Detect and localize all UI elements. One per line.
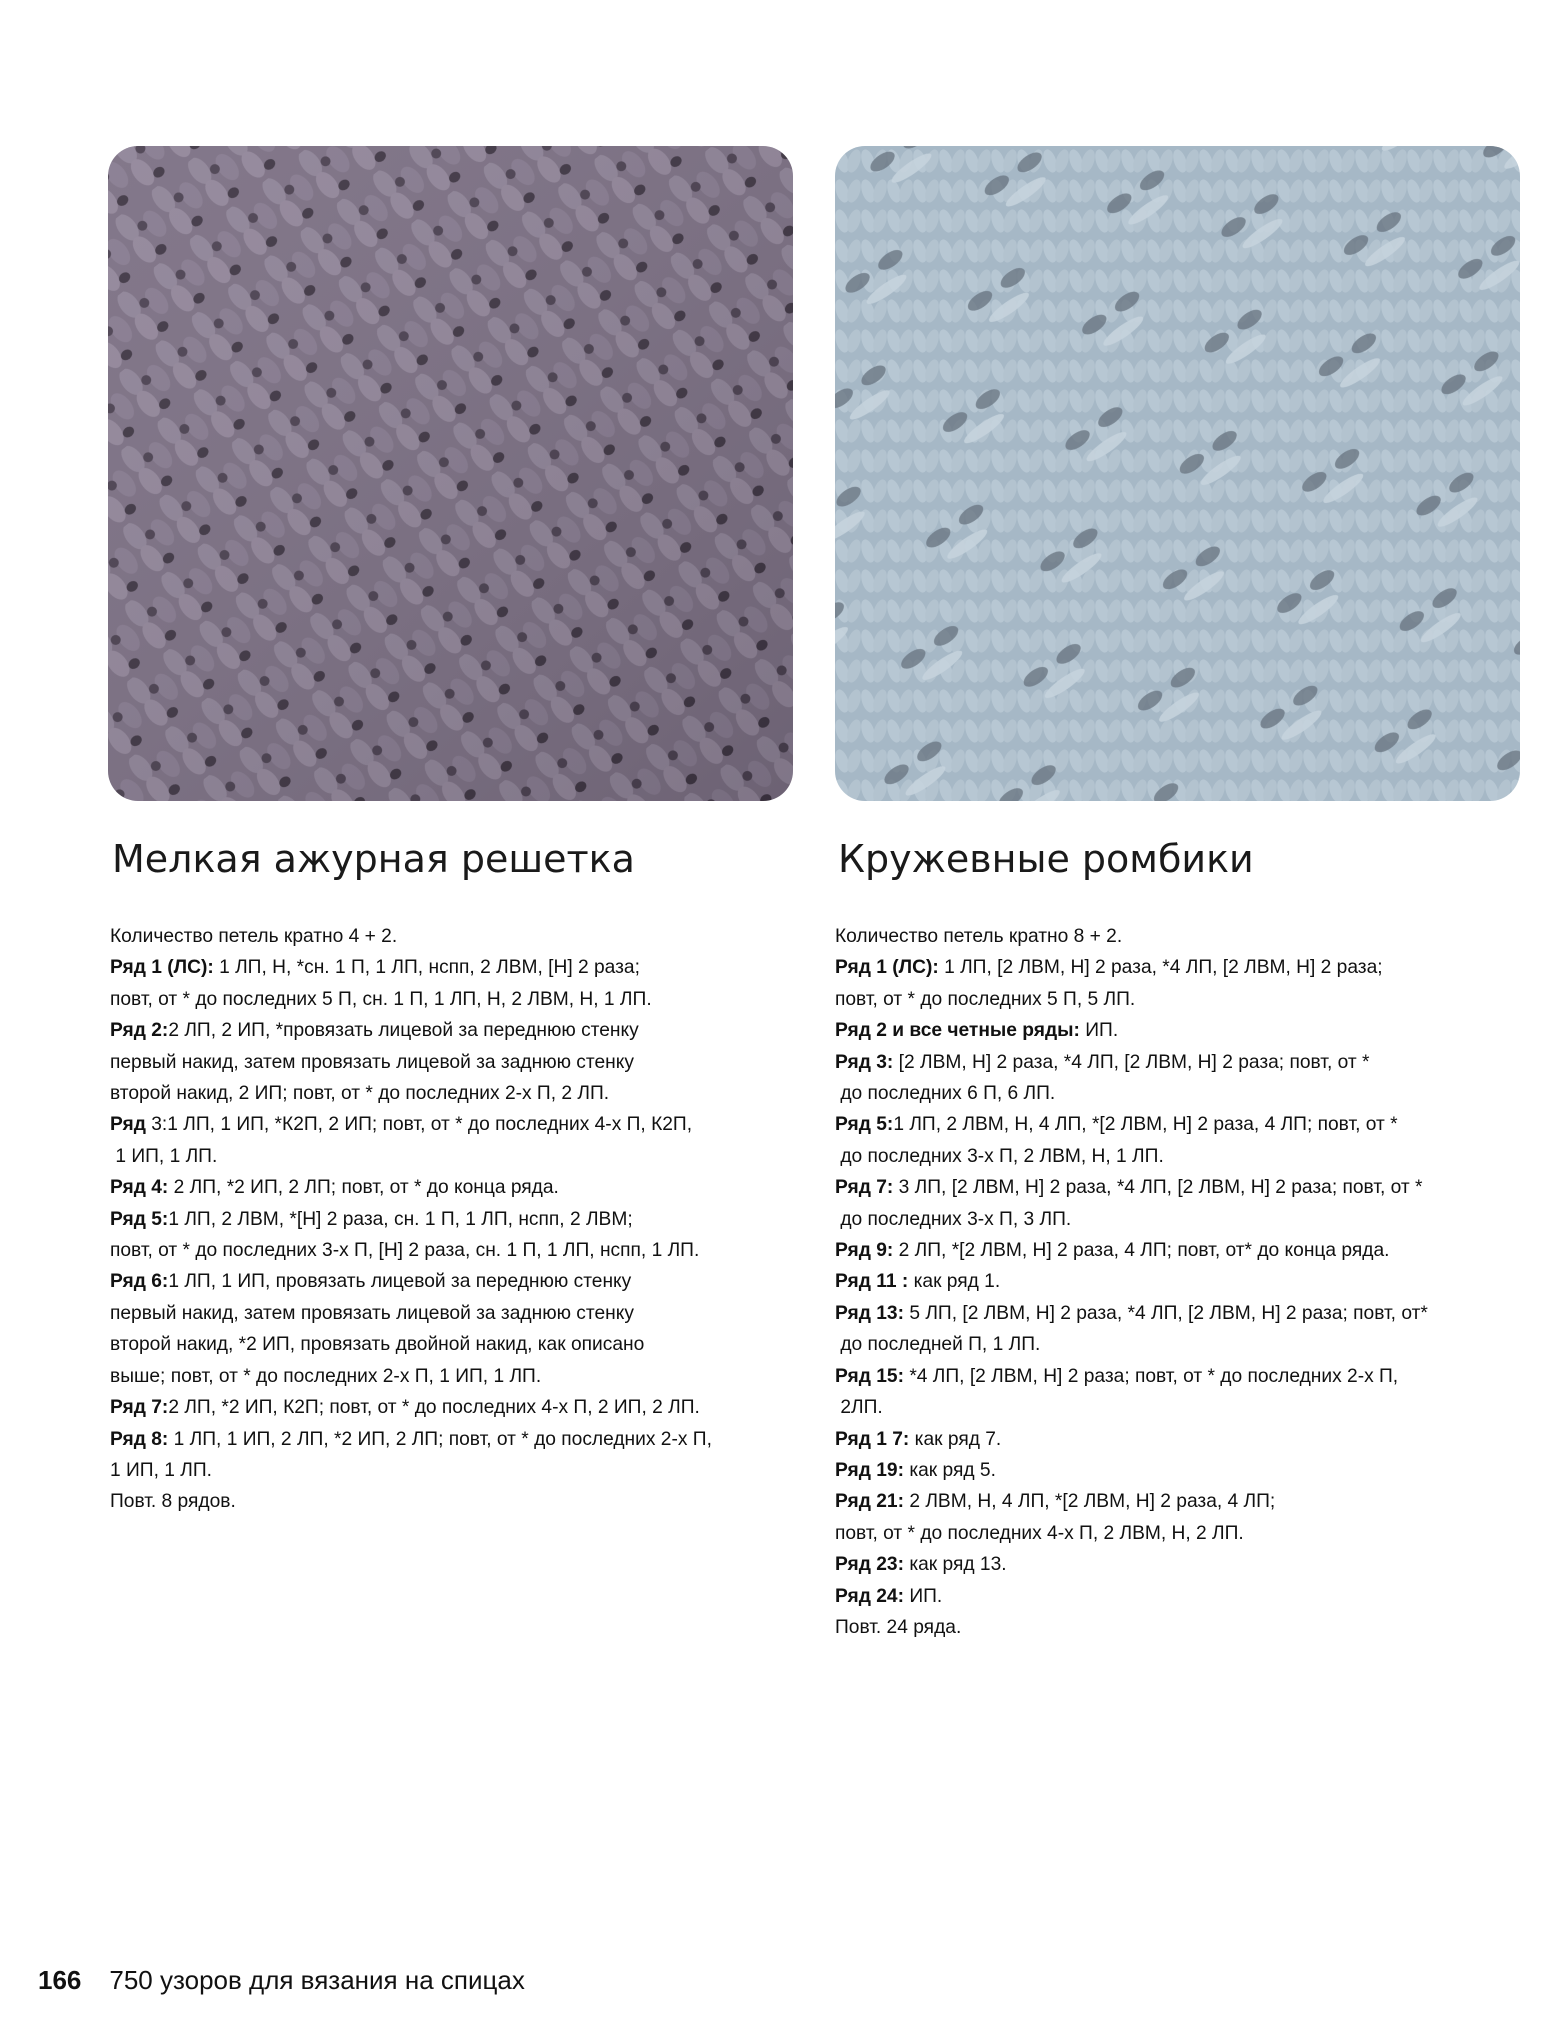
instruction-line bbox=[110, 1235, 790, 1266]
instruction-text: второй накид, *2 ИП, провязать двойной накид, как описано bbox=[110, 1334, 645, 1356]
instruction-line bbox=[835, 1518, 1515, 1549]
instruction-line bbox=[110, 1329, 790, 1360]
instruction-text: 3 ЛП, [2 ЛВМ, Н] 2 раза, *4 ЛП, [2 ЛВМ, Н] 2 раза; повт, от * bbox=[893, 1177, 1423, 1199]
instruction-text: 2 ЛП, *[2 ЛВМ, Н] 2 раза, 4 ЛП; повт, от* до конца ряда. bbox=[893, 1240, 1390, 1262]
instruction-line bbox=[835, 1015, 1515, 1046]
row-label: Ряд 11 : bbox=[835, 1271, 909, 1293]
instruction-text: 5 ЛП, [2 ЛВМ, Н] 2 раза, *4 ЛП, [2 ЛВМ, Н] 2 раза; повт, от* bbox=[903, 1302, 1428, 1324]
instruction-text: как ряд 1. bbox=[908, 1271, 1001, 1293]
instruction-text: первый накид, затем провязать лицевой за заднюю стенку bbox=[110, 1302, 634, 1324]
instruction-text: 1 ЛП, 1 ИП, провязать лицевой за переднюю стенку bbox=[168, 1271, 632, 1293]
instruction-text: повт, от * до последних 3-х П, [Н] 2 раза, сн. 1 П, 1 ЛП, нспп, 1 ЛП. bbox=[110, 1240, 700, 1262]
instruction-line bbox=[110, 1015, 790, 1046]
instruction-text: первый накид, затем провязать лицевой за заднюю стенку bbox=[110, 1051, 634, 1073]
instruction-text: 2 ЛП, *2 ИП, 2 ЛП; повт, от * до конца ряда. bbox=[168, 1177, 559, 1199]
row-label: Ряд 7: bbox=[835, 1177, 894, 1199]
instruction-text: 1 ЛП, 2 ЛВМ, *[Н] 2 раза, сн. 1 П, 1 ЛП, нспп, 2 ЛВМ; bbox=[168, 1208, 633, 1230]
pattern-title-left: Мелкая ажурная решетка bbox=[112, 837, 635, 881]
row-label: Ряд 6: bbox=[110, 1271, 169, 1293]
instruction-line bbox=[110, 1172, 790, 1203]
instruction-text: 2 ЛП, 2 ИП, *провязать лицевой за переднюю стенку bbox=[168, 1020, 639, 1042]
instruction-text: Количество петель кратно 8 + 2. bbox=[835, 926, 1123, 947]
instruction-text: повт, от * до последних 5 П, 5 ЛП. bbox=[835, 988, 1136, 1010]
row-label: Ряд 5: bbox=[835, 1114, 894, 1136]
instruction-text: до последних 3-х П, 2 ЛВМ, Н, 1 ЛП. bbox=[835, 1145, 1164, 1167]
instruction-line bbox=[110, 1047, 790, 1078]
instruction-line bbox=[110, 921, 790, 952]
instruction-text: как ряд 13. bbox=[903, 1554, 1007, 1576]
instruction-text: 3:1 ЛП, 1 ИП, *К2П, 2 ИП; повт, от * до последних 4-х П, К2П, bbox=[151, 1114, 693, 1136]
row-label: Ряд 1 7: bbox=[835, 1428, 910, 1450]
instruction-line bbox=[835, 1298, 1515, 1329]
instruction-line bbox=[110, 1078, 790, 1109]
instructions-left bbox=[110, 921, 790, 1518]
instruction-line bbox=[835, 952, 1515, 983]
row-label: Ряд 15: bbox=[835, 1365, 904, 1387]
instruction-line bbox=[110, 984, 790, 1015]
instruction-text: до последних 6 П, 6 ЛП. bbox=[835, 1083, 1056, 1105]
instruction-line bbox=[110, 1361, 790, 1392]
row-label: Ряд 9: bbox=[835, 1240, 894, 1262]
pattern-title-right: Кружевные ромбики bbox=[838, 837, 1254, 881]
instruction-line bbox=[835, 1486, 1515, 1517]
instruction-text: 1 ЛП, 1 ИП, 2 ЛП, *2 ИП, 2 ЛП; повт, от * до последних 2-х П, bbox=[168, 1428, 712, 1450]
row-label: Ряд 3: bbox=[835, 1051, 894, 1073]
instruction-line bbox=[110, 1141, 790, 1172]
instruction-text: 1 ЛП, Н, *сн. 1 П, 1 ЛП, нспп, 2 ЛВМ, [Н] 2 раза; bbox=[213, 957, 640, 979]
instruction-text: до последней П, 1 ЛП. bbox=[835, 1334, 1041, 1356]
instruction-line bbox=[835, 1235, 1515, 1266]
row-label: Ряд 19: bbox=[835, 1459, 904, 1481]
instruction-line bbox=[835, 1266, 1515, 1297]
row-label: Ряд 13: bbox=[835, 1302, 904, 1324]
page-footer bbox=[38, 1963, 525, 1997]
instruction-text: 2 ЛВМ, Н, 4 ЛП, *[2 ЛВМ, Н] 2 раза, 4 ЛП; bbox=[903, 1491, 1276, 1513]
instruction-text: как ряд 5. bbox=[903, 1459, 996, 1481]
swatch-photo-lace-mesh bbox=[108, 146, 793, 801]
row-label: Ряд 4: bbox=[110, 1177, 169, 1199]
row-label: Ряд 1 (ЛС): bbox=[835, 957, 939, 979]
instruction-line bbox=[110, 1392, 790, 1423]
instruction-text: *4 ЛП, [2 ЛВМ, Н] 2 раза; повт, от * до последних 2-х П, bbox=[903, 1365, 1399, 1387]
row-label: Ряд 8: bbox=[110, 1428, 169, 1450]
row-label: Ряд bbox=[110, 1114, 152, 1136]
instruction-text: до последних 3-х П, 3 ЛП. bbox=[835, 1208, 1072, 1230]
row-label: Ряд 21: bbox=[835, 1491, 904, 1513]
instruction-text: ИП. bbox=[1079, 1020, 1119, 1042]
swatch-photo-lace-diamonds bbox=[835, 146, 1520, 801]
instruction-line bbox=[835, 1141, 1515, 1172]
instruction-line bbox=[835, 984, 1515, 1015]
row-label: Ряд 5: bbox=[110, 1208, 169, 1230]
instruction-text: 1 ЛП, 2 ЛВМ, Н, 4 ЛП, *[2 ЛВМ, Н] 2 раза, 4 ЛП; повт, от * bbox=[893, 1114, 1398, 1136]
instruction-line bbox=[110, 1204, 790, 1235]
instruction-line bbox=[835, 921, 1515, 952]
instruction-text: 1 ЛП, [2 ЛВМ, Н] 2 раза, *4 ЛП, [2 ЛВМ, Н] 2 раза; bbox=[938, 957, 1383, 979]
instruction-line bbox=[835, 1549, 1515, 1580]
instruction-line bbox=[835, 1581, 1515, 1612]
row-label: Ряд 7: bbox=[110, 1397, 169, 1419]
row-label: Ряд 2 и все четные ряды: bbox=[835, 1020, 1080, 1042]
instruction-text: 2 ЛП, *2 ИП, К2П; повт, от * до последних 4-х П, 2 ИП, 2 ЛП. bbox=[168, 1397, 700, 1419]
instruction-text: повт, от * до последних 5 П, сн. 1 П, 1 ЛП, Н, 2 ЛВМ, Н, 1 ЛП. bbox=[110, 988, 652, 1010]
instruction-line bbox=[835, 1109, 1515, 1140]
instruction-text: Повт. 8 рядов. bbox=[110, 1491, 236, 1513]
book-title: 750 узоров для вязания на спицах bbox=[109, 1965, 525, 1995]
instruction-text: второй накид, 2 ИП; повт, от * до последних 2-х П, 2 ЛП. bbox=[110, 1083, 610, 1105]
instruction-line bbox=[835, 1424, 1515, 1455]
knit-swatch-light-blue-image bbox=[835, 146, 1520, 801]
instruction-line bbox=[835, 1392, 1515, 1423]
row-label: Ряд 1 (ЛС): bbox=[110, 957, 214, 979]
instruction-line bbox=[835, 1455, 1515, 1486]
instruction-line bbox=[835, 1361, 1515, 1392]
instruction-line bbox=[110, 1266, 790, 1297]
row-label: Ряд 24: bbox=[835, 1585, 904, 1607]
instruction-line bbox=[110, 1298, 790, 1329]
instruction-line bbox=[110, 1109, 790, 1140]
instruction-text: Повт. 24 ряда. bbox=[835, 1616, 962, 1638]
instruction-line bbox=[110, 1455, 790, 1486]
instruction-text: Количество петель кратно 4 + 2. bbox=[110, 926, 398, 947]
row-label: Ряд 2: bbox=[110, 1020, 169, 1042]
row-label: Ряд 23: bbox=[835, 1554, 904, 1576]
instruction-line bbox=[110, 952, 790, 983]
instruction-line bbox=[110, 1424, 790, 1455]
instruction-text: выше; повт, от * до последних 2-х П, 1 ИП, 1 ЛП. bbox=[110, 1365, 542, 1387]
knit-swatch-purple-image bbox=[108, 146, 793, 801]
instruction-text: 1 ИП, 1 ЛП. bbox=[110, 1459, 212, 1481]
instruction-line bbox=[835, 1612, 1515, 1643]
instruction-line bbox=[835, 1047, 1515, 1078]
instruction-text: повт, от * до последних 4-х П, 2 ЛВМ, Н, 2 ЛП. bbox=[835, 1522, 1244, 1544]
instruction-line bbox=[835, 1204, 1515, 1235]
instruction-line bbox=[835, 1078, 1515, 1109]
instruction-text: ИП. bbox=[903, 1585, 943, 1607]
instruction-text: 2ЛП. bbox=[835, 1397, 883, 1419]
instruction-line bbox=[110, 1486, 790, 1517]
instruction-text: [2 ЛВМ, Н] 2 раза, *4 ЛП, [2 ЛВМ, Н] 2 раза; повт, от * bbox=[893, 1051, 1370, 1073]
instruction-line bbox=[835, 1172, 1515, 1203]
page-number: 166 bbox=[38, 1965, 82, 1995]
instruction-line bbox=[835, 1329, 1515, 1360]
instruction-text: 1 ИП, 1 ЛП. bbox=[110, 1145, 218, 1167]
instruction-text: как ряд 7. bbox=[909, 1428, 1002, 1450]
instructions-right bbox=[835, 921, 1515, 1643]
